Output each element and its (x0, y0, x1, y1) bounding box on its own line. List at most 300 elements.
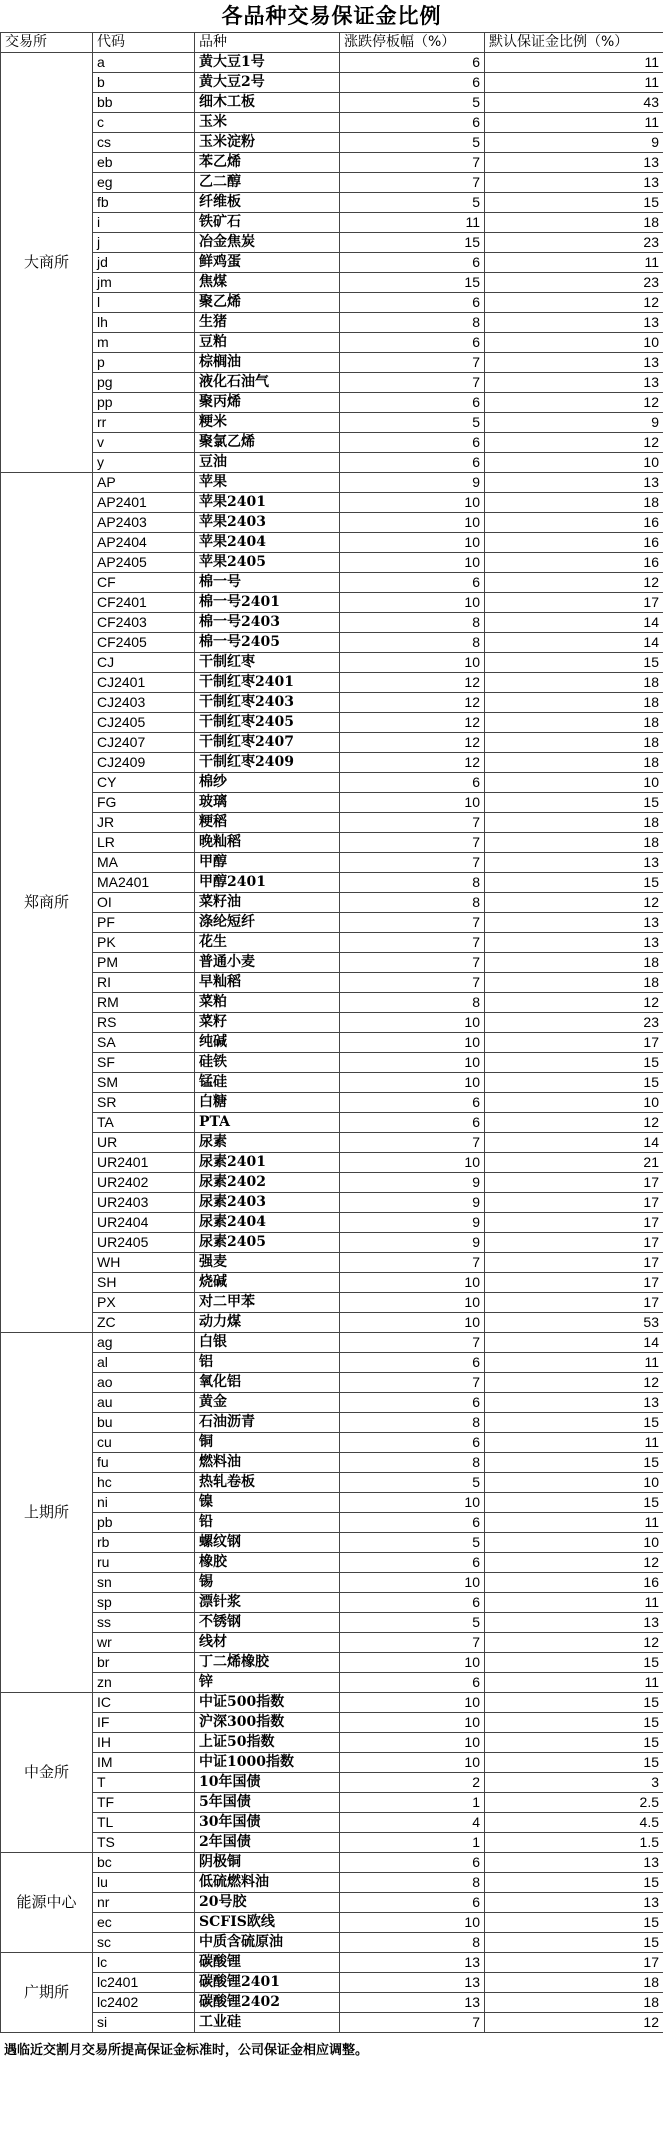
margin-cell[interactable]: 18 (485, 1973, 663, 1993)
variety-cell[interactable]: 纤维板 (195, 193, 340, 213)
code-cell[interactable]: ec (93, 1913, 195, 1933)
variety-cell[interactable]: 线材 (195, 1633, 340, 1653)
variety-cell[interactable]: 棉纱 (195, 773, 340, 793)
variety-cell[interactable]: 棕榈油 (195, 353, 340, 373)
limit-cell[interactable]: 6 (340, 773, 485, 793)
limit-cell[interactable]: 6 (340, 1853, 485, 1873)
limit-cell[interactable]: 10 (340, 1313, 485, 1333)
code-cell[interactable]: bu (93, 1413, 195, 1433)
limit-cell[interactable]: 12 (340, 733, 485, 753)
limit-cell[interactable]: 15 (340, 273, 485, 293)
code-cell[interactable]: cs (93, 133, 195, 153)
exchange-cell[interactable]: 广期所 (1, 1953, 93, 2033)
code-cell[interactable]: ss (93, 1613, 195, 1633)
variety-cell[interactable]: 镍 (195, 1493, 340, 1513)
margin-cell[interactable]: 15 (485, 1713, 663, 1733)
variety-cell[interactable]: 硅铁 (195, 1053, 340, 1073)
code-cell[interactable]: SM (93, 1073, 195, 1093)
code-cell[interactable]: TA (93, 1113, 195, 1133)
limit-cell[interactable]: 8 (340, 313, 485, 333)
header-code[interactable]: 代码 (93, 33, 195, 53)
variety-cell[interactable]: 低硫燃料油 (195, 1873, 340, 1893)
limit-cell[interactable]: 6 (340, 1353, 485, 1373)
code-cell[interactable]: ao (93, 1373, 195, 1393)
code-cell[interactable]: FG (93, 793, 195, 813)
code-cell[interactable]: j (93, 233, 195, 253)
limit-cell[interactable]: 10 (340, 1653, 485, 1673)
variety-cell[interactable]: 碳酸锂2401 (195, 1973, 340, 1993)
code-cell[interactable]: TL (93, 1813, 195, 1833)
margin-cell[interactable]: 17 (485, 1213, 663, 1233)
limit-cell[interactable]: 13 (340, 1973, 485, 1993)
margin-cell[interactable]: 53 (485, 1313, 663, 1333)
limit-cell[interactable]: 8 (340, 1413, 485, 1433)
code-cell[interactable]: UR2403 (93, 1193, 195, 1213)
limit-cell[interactable]: 6 (340, 573, 485, 593)
limit-cell[interactable]: 10 (340, 493, 485, 513)
limit-cell[interactable]: 7 (340, 1633, 485, 1653)
code-cell[interactable]: IH (93, 1733, 195, 1753)
limit-cell[interactable]: 7 (340, 353, 485, 373)
limit-cell[interactable]: 8 (340, 633, 485, 653)
variety-cell[interactable]: 乙二醇 (195, 173, 340, 193)
limit-cell[interactable]: 6 (340, 253, 485, 273)
margin-cell[interactable]: 16 (485, 1573, 663, 1593)
variety-cell[interactable]: 干制红枣2409 (195, 753, 340, 773)
variety-cell[interactable]: 焦煤 (195, 273, 340, 293)
margin-cell[interactable]: 15 (485, 1653, 663, 1673)
code-cell[interactable]: SR (93, 1093, 195, 1113)
code-cell[interactable]: pg (93, 373, 195, 393)
code-cell[interactable]: jm (93, 273, 195, 293)
variety-cell[interactable]: 棉一号2403 (195, 613, 340, 633)
limit-cell[interactable]: 1 (340, 1833, 485, 1853)
limit-cell[interactable]: 6 (340, 433, 485, 453)
limit-cell[interactable]: 10 (340, 1493, 485, 1513)
margin-cell[interactable]: 10 (485, 1473, 663, 1493)
margin-cell[interactable]: 13 (485, 1853, 663, 1873)
variety-cell[interactable]: 漂针浆 (195, 1593, 340, 1613)
code-cell[interactable]: sn (93, 1573, 195, 1593)
variety-cell[interactable]: 干制红枣2401 (195, 673, 340, 693)
variety-cell[interactable]: 干制红枣2407 (195, 733, 340, 753)
limit-cell[interactable]: 10 (340, 1573, 485, 1593)
limit-cell[interactable]: 6 (340, 1433, 485, 1453)
margin-cell[interactable]: 13 (485, 173, 663, 193)
variety-cell[interactable]: 苹果2401 (195, 493, 340, 513)
margin-cell[interactable]: 10 (485, 1533, 663, 1553)
limit-cell[interactable]: 6 (340, 293, 485, 313)
variety-cell[interactable]: 尿素2401 (195, 1153, 340, 1173)
margin-cell[interactable]: 18 (485, 733, 663, 753)
margin-cell[interactable]: 2.5 (485, 1793, 663, 1813)
code-cell[interactable]: AP2403 (93, 513, 195, 533)
limit-cell[interactable]: 8 (340, 873, 485, 893)
variety-cell[interactable]: 丁二烯橡胶 (195, 1653, 340, 1673)
exchange-cell[interactable]: 中金所 (1, 1693, 93, 1853)
variety-cell[interactable]: 锌 (195, 1673, 340, 1693)
variety-cell[interactable]: 不锈钢 (195, 1613, 340, 1633)
limit-cell[interactable]: 9 (340, 473, 485, 493)
margin-cell[interactable]: 14 (485, 1333, 663, 1353)
limit-cell[interactable]: 7 (340, 1333, 485, 1353)
margin-cell[interactable]: 12 (485, 1633, 663, 1653)
margin-cell[interactable]: 15 (485, 873, 663, 893)
code-cell[interactable]: IC (93, 1693, 195, 1713)
variety-cell[interactable]: 铅 (195, 1513, 340, 1533)
margin-cell[interactable]: 18 (485, 693, 663, 713)
margin-cell[interactable]: 18 (485, 813, 663, 833)
code-cell[interactable]: CJ2401 (93, 673, 195, 693)
margin-cell[interactable]: 15 (485, 653, 663, 673)
limit-cell[interactable]: 6 (340, 1113, 485, 1133)
limit-cell[interactable]: 8 (340, 1873, 485, 1893)
variety-cell[interactable]: SCFIS欧线 (195, 1913, 340, 1933)
variety-cell[interactable]: 棉一号2405 (195, 633, 340, 653)
code-cell[interactable]: RM (93, 993, 195, 1013)
variety-cell[interactable]: 烧碱 (195, 1273, 340, 1293)
code-cell[interactable]: ru (93, 1553, 195, 1573)
margin-cell[interactable]: 17 (485, 593, 663, 613)
margin-cell[interactable]: 14 (485, 1133, 663, 1153)
margin-cell[interactable]: 12 (485, 2013, 663, 2033)
code-cell[interactable]: MA (93, 853, 195, 873)
limit-cell[interactable]: 6 (340, 1893, 485, 1913)
code-cell[interactable]: sc (93, 1933, 195, 1953)
margin-cell[interactable]: 17 (485, 1253, 663, 1273)
margin-cell[interactable]: 17 (485, 1953, 663, 1973)
code-cell[interactable]: si (93, 2013, 195, 2033)
margin-cell[interactable]: 18 (485, 1993, 663, 2013)
variety-cell[interactable]: 干制红枣2403 (195, 693, 340, 713)
variety-cell[interactable]: 尿素2404 (195, 1213, 340, 1233)
variety-cell[interactable]: 甲醇2401 (195, 873, 340, 893)
variety-cell[interactable]: 普通小麦 (195, 953, 340, 973)
variety-cell[interactable]: 20号胶 (195, 1893, 340, 1913)
limit-cell[interactable]: 10 (340, 1913, 485, 1933)
code-cell[interactable]: au (93, 1393, 195, 1413)
limit-cell[interactable]: 6 (340, 453, 485, 473)
variety-cell[interactable]: 锡 (195, 1573, 340, 1593)
variety-cell[interactable]: 细木工板 (195, 93, 340, 113)
code-cell[interactable]: eb (93, 153, 195, 173)
limit-cell[interactable]: 7 (340, 1133, 485, 1153)
variety-cell[interactable]: 白糖 (195, 1093, 340, 1113)
code-cell[interactable]: ZC (93, 1313, 195, 1333)
variety-cell[interactable]: 锰硅 (195, 1073, 340, 1093)
variety-cell[interactable]: 10年国债 (195, 1773, 340, 1793)
variety-cell[interactable]: 黄大豆1号 (195, 53, 340, 73)
code-cell[interactable]: b (93, 73, 195, 93)
limit-cell[interactable]: 8 (340, 1453, 485, 1473)
margin-cell[interactable]: 9 (485, 133, 663, 153)
limit-cell[interactable]: 1 (340, 1793, 485, 1813)
margin-cell[interactable]: 14 (485, 633, 663, 653)
code-cell[interactable]: SH (93, 1273, 195, 1293)
limit-cell[interactable]: 10 (340, 1153, 485, 1173)
variety-cell[interactable]: 液化石油气 (195, 373, 340, 393)
code-cell[interactable]: hc (93, 1473, 195, 1493)
code-cell[interactable]: pb (93, 1513, 195, 1533)
limit-cell[interactable]: 5 (340, 1533, 485, 1553)
margin-cell[interactable]: 16 (485, 533, 663, 553)
variety-cell[interactable]: 花生 (195, 933, 340, 953)
variety-cell[interactable]: 早籼稻 (195, 973, 340, 993)
margin-cell[interactable]: 15 (485, 193, 663, 213)
code-cell[interactable]: RS (93, 1013, 195, 1033)
code-cell[interactable]: CF2401 (93, 593, 195, 613)
variety-cell[interactable]: 工业硅 (195, 2013, 340, 2033)
margin-cell[interactable]: 15 (485, 1413, 663, 1433)
variety-cell[interactable]: 苹果2403 (195, 513, 340, 533)
exchange-cell[interactable]: 能源中心 (1, 1853, 93, 1953)
exchange-cell[interactable]: 大商所 (1, 53, 93, 473)
variety-cell[interactable]: 中证1000指数 (195, 1753, 340, 1773)
margin-cell[interactable]: 11 (485, 1593, 663, 1613)
margin-cell[interactable]: 13 (485, 853, 663, 873)
limit-cell[interactable]: 10 (340, 1693, 485, 1713)
code-cell[interactable]: lu (93, 1873, 195, 1893)
variety-cell[interactable]: 棉一号 (195, 573, 340, 593)
margin-cell[interactable]: 11 (485, 1353, 663, 1373)
limit-cell[interactable]: 7 (340, 153, 485, 173)
code-cell[interactable]: rr (93, 413, 195, 433)
margin-cell[interactable]: 18 (485, 213, 663, 233)
limit-cell[interactable]: 10 (340, 1033, 485, 1053)
header-limit[interactable]: 涨跌停板幅（%） (340, 33, 485, 53)
limit-cell[interactable]: 11 (340, 213, 485, 233)
code-cell[interactable]: UR2402 (93, 1173, 195, 1193)
limit-cell[interactable]: 7 (340, 973, 485, 993)
variety-cell[interactable]: 晚籼稻 (195, 833, 340, 853)
variety-cell[interactable]: 热轧卷板 (195, 1473, 340, 1493)
code-cell[interactable]: i (93, 213, 195, 233)
margin-cell[interactable]: 12 (485, 433, 663, 453)
code-cell[interactable]: lc (93, 1953, 195, 1973)
margin-cell[interactable]: 10 (485, 453, 663, 473)
code-cell[interactable]: PM (93, 953, 195, 973)
code-cell[interactable]: wr (93, 1633, 195, 1653)
code-cell[interactable]: br (93, 1653, 195, 1673)
code-cell[interactable]: pp (93, 393, 195, 413)
margin-cell[interactable]: 4.5 (485, 1813, 663, 1833)
limit-cell[interactable]: 12 (340, 693, 485, 713)
variety-cell[interactable]: 豆粕 (195, 333, 340, 353)
margin-cell[interactable]: 18 (485, 493, 663, 513)
code-cell[interactable]: JR (93, 813, 195, 833)
margin-cell[interactable]: 15 (485, 1693, 663, 1713)
margin-cell[interactable]: 11 (485, 113, 663, 133)
variety-cell[interactable]: 白银 (195, 1333, 340, 1353)
variety-cell[interactable]: 中质含硫原油 (195, 1933, 340, 1953)
limit-cell[interactable]: 10 (340, 793, 485, 813)
limit-cell[interactable]: 10 (340, 1293, 485, 1313)
limit-cell[interactable]: 5 (340, 193, 485, 213)
code-cell[interactable]: ni (93, 1493, 195, 1513)
variety-cell[interactable]: 尿素2405 (195, 1233, 340, 1253)
limit-cell[interactable]: 6 (340, 1673, 485, 1693)
variety-cell[interactable]: 干制红枣2405 (195, 713, 340, 733)
code-cell[interactable]: bc (93, 1853, 195, 1873)
code-cell[interactable]: UR (93, 1133, 195, 1153)
margin-cell[interactable]: 12 (485, 1373, 663, 1393)
code-cell[interactable]: UR2405 (93, 1233, 195, 1253)
limit-cell[interactable]: 10 (340, 593, 485, 613)
margin-cell[interactable]: 11 (485, 53, 663, 73)
limit-cell[interactable]: 12 (340, 673, 485, 693)
margin-cell[interactable]: 13 (485, 313, 663, 333)
limit-cell[interactable]: 10 (340, 653, 485, 673)
code-cell[interactable]: RI (93, 973, 195, 993)
margin-cell[interactable]: 15 (485, 1933, 663, 1953)
margin-cell[interactable]: 1.5 (485, 1833, 663, 1853)
margin-cell[interactable]: 11 (485, 73, 663, 93)
code-cell[interactable]: nr (93, 1893, 195, 1913)
margin-cell[interactable]: 13 (485, 153, 663, 173)
variety-cell[interactable]: 玻璃 (195, 793, 340, 813)
margin-cell[interactable]: 13 (485, 1893, 663, 1913)
margin-cell[interactable]: 10 (485, 1093, 663, 1113)
variety-cell[interactable]: 橡胶 (195, 1553, 340, 1573)
variety-cell[interactable]: 干制红枣 (195, 653, 340, 673)
code-cell[interactable]: lh (93, 313, 195, 333)
variety-cell[interactable]: 纯碱 (195, 1033, 340, 1053)
limit-cell[interactable]: 10 (340, 1273, 485, 1293)
variety-cell[interactable]: 沪深300指数 (195, 1713, 340, 1733)
code-cell[interactable]: CJ2405 (93, 713, 195, 733)
margin-cell[interactable]: 17 (485, 1193, 663, 1213)
code-cell[interactable]: AP2401 (93, 493, 195, 513)
variety-cell[interactable]: 生猪 (195, 313, 340, 333)
exchange-cell[interactable]: 上期所 (1, 1333, 93, 1693)
limit-cell[interactable]: 12 (340, 713, 485, 733)
code-cell[interactable]: CY (93, 773, 195, 793)
code-cell[interactable]: a (93, 53, 195, 73)
limit-cell[interactable]: 6 (340, 1553, 485, 1573)
margin-cell[interactable]: 43 (485, 93, 663, 113)
margin-cell[interactable]: 12 (485, 573, 663, 593)
limit-cell[interactable]: 9 (340, 1173, 485, 1193)
limit-cell[interactable]: 10 (340, 533, 485, 553)
limit-cell[interactable]: 6 (340, 73, 485, 93)
code-cell[interactable]: UR2401 (93, 1153, 195, 1173)
code-cell[interactable]: jd (93, 253, 195, 273)
margin-cell[interactable]: 11 (485, 1433, 663, 1453)
code-cell[interactable]: SA (93, 1033, 195, 1053)
margin-cell[interactable]: 23 (485, 273, 663, 293)
variety-cell[interactable]: 铁矿石 (195, 213, 340, 233)
variety-cell[interactable]: 碳酸锂2402 (195, 1993, 340, 2013)
variety-cell[interactable]: 鲜鸡蛋 (195, 253, 340, 273)
margin-cell[interactable]: 18 (485, 833, 663, 853)
code-cell[interactable]: AP (93, 473, 195, 493)
variety-cell[interactable]: 粳稻 (195, 813, 340, 833)
margin-cell[interactable]: 23 (485, 1013, 663, 1033)
variety-cell[interactable]: 碳酸锂 (195, 1953, 340, 1973)
code-cell[interactable]: TS (93, 1833, 195, 1853)
margin-cell[interactable]: 12 (485, 1113, 663, 1133)
code-cell[interactable]: rb (93, 1533, 195, 1553)
code-cell[interactable]: UR2404 (93, 1213, 195, 1233)
margin-cell[interactable]: 15 (485, 1873, 663, 1893)
variety-cell[interactable]: 粳米 (195, 413, 340, 433)
margin-cell[interactable]: 11 (485, 1513, 663, 1533)
margin-cell[interactable]: 15 (485, 793, 663, 813)
margin-cell[interactable]: 18 (485, 673, 663, 693)
limit-cell[interactable]: 5 (340, 93, 485, 113)
variety-cell[interactable]: 甲醇 (195, 853, 340, 873)
variety-cell[interactable]: 菜粕 (195, 993, 340, 1013)
exchange-cell[interactable]: 郑商所 (1, 473, 93, 1333)
code-cell[interactable]: y (93, 453, 195, 473)
margin-cell[interactable]: 17 (485, 1033, 663, 1053)
variety-cell[interactable]: 铜 (195, 1433, 340, 1453)
limit-cell[interactable]: 13 (340, 1953, 485, 1973)
limit-cell[interactable]: 5 (340, 1473, 485, 1493)
margin-cell[interactable]: 12 (485, 1553, 663, 1573)
variety-cell[interactable]: 冶金焦炭 (195, 233, 340, 253)
margin-cell[interactable]: 18 (485, 953, 663, 973)
limit-cell[interactable]: 6 (340, 1393, 485, 1413)
variety-cell[interactable]: 棉一号2401 (195, 593, 340, 613)
margin-cell[interactable]: 10 (485, 773, 663, 793)
limit-cell[interactable]: 2 (340, 1773, 485, 1793)
variety-cell[interactable]: 苹果 (195, 473, 340, 493)
code-cell[interactable]: T (93, 1773, 195, 1793)
margin-cell[interactable]: 15 (485, 1073, 663, 1093)
limit-cell[interactable]: 15 (340, 233, 485, 253)
code-cell[interactable]: al (93, 1353, 195, 1373)
limit-cell[interactable]: 10 (340, 1053, 485, 1073)
code-cell[interactable]: lc2401 (93, 1973, 195, 1993)
limit-cell[interactable]: 6 (340, 1513, 485, 1533)
limit-cell[interactable]: 6 (340, 393, 485, 413)
variety-cell[interactable]: 螺纹钢 (195, 1533, 340, 1553)
code-cell[interactable]: PK (93, 933, 195, 953)
margin-cell[interactable]: 16 (485, 513, 663, 533)
limit-cell[interactable]: 7 (340, 933, 485, 953)
code-cell[interactable]: cu (93, 1433, 195, 1453)
margin-cell[interactable]: 12 (485, 393, 663, 413)
limit-cell[interactable]: 13 (340, 1993, 485, 2013)
margin-cell[interactable]: 13 (485, 373, 663, 393)
margin-cell[interactable]: 13 (485, 933, 663, 953)
limit-cell[interactable]: 5 (340, 413, 485, 433)
code-cell[interactable]: PX (93, 1293, 195, 1313)
code-cell[interactable]: PF (93, 913, 195, 933)
limit-cell[interactable]: 7 (340, 953, 485, 973)
code-cell[interactable]: c (93, 113, 195, 133)
limit-cell[interactable]: 9 (340, 1193, 485, 1213)
code-cell[interactable]: eg (93, 173, 195, 193)
margin-cell[interactable]: 13 (485, 353, 663, 373)
limit-cell[interactable]: 8 (340, 613, 485, 633)
limit-cell[interactable]: 5 (340, 1613, 485, 1633)
limit-cell[interactable]: 6 (340, 1593, 485, 1613)
margin-cell[interactable]: 17 (485, 1173, 663, 1193)
limit-cell[interactable]: 10 (340, 1753, 485, 1773)
code-cell[interactable]: l (93, 293, 195, 313)
limit-cell[interactable]: 7 (340, 1253, 485, 1273)
margin-cell[interactable]: 15 (485, 1493, 663, 1513)
margin-cell[interactable]: 12 (485, 893, 663, 913)
code-cell[interactable]: IF (93, 1713, 195, 1733)
limit-cell[interactable]: 9 (340, 1213, 485, 1233)
limit-cell[interactable]: 7 (340, 373, 485, 393)
variety-cell[interactable]: 尿素 (195, 1133, 340, 1153)
code-cell[interactable]: AP2404 (93, 533, 195, 553)
code-cell[interactable]: WH (93, 1253, 195, 1273)
